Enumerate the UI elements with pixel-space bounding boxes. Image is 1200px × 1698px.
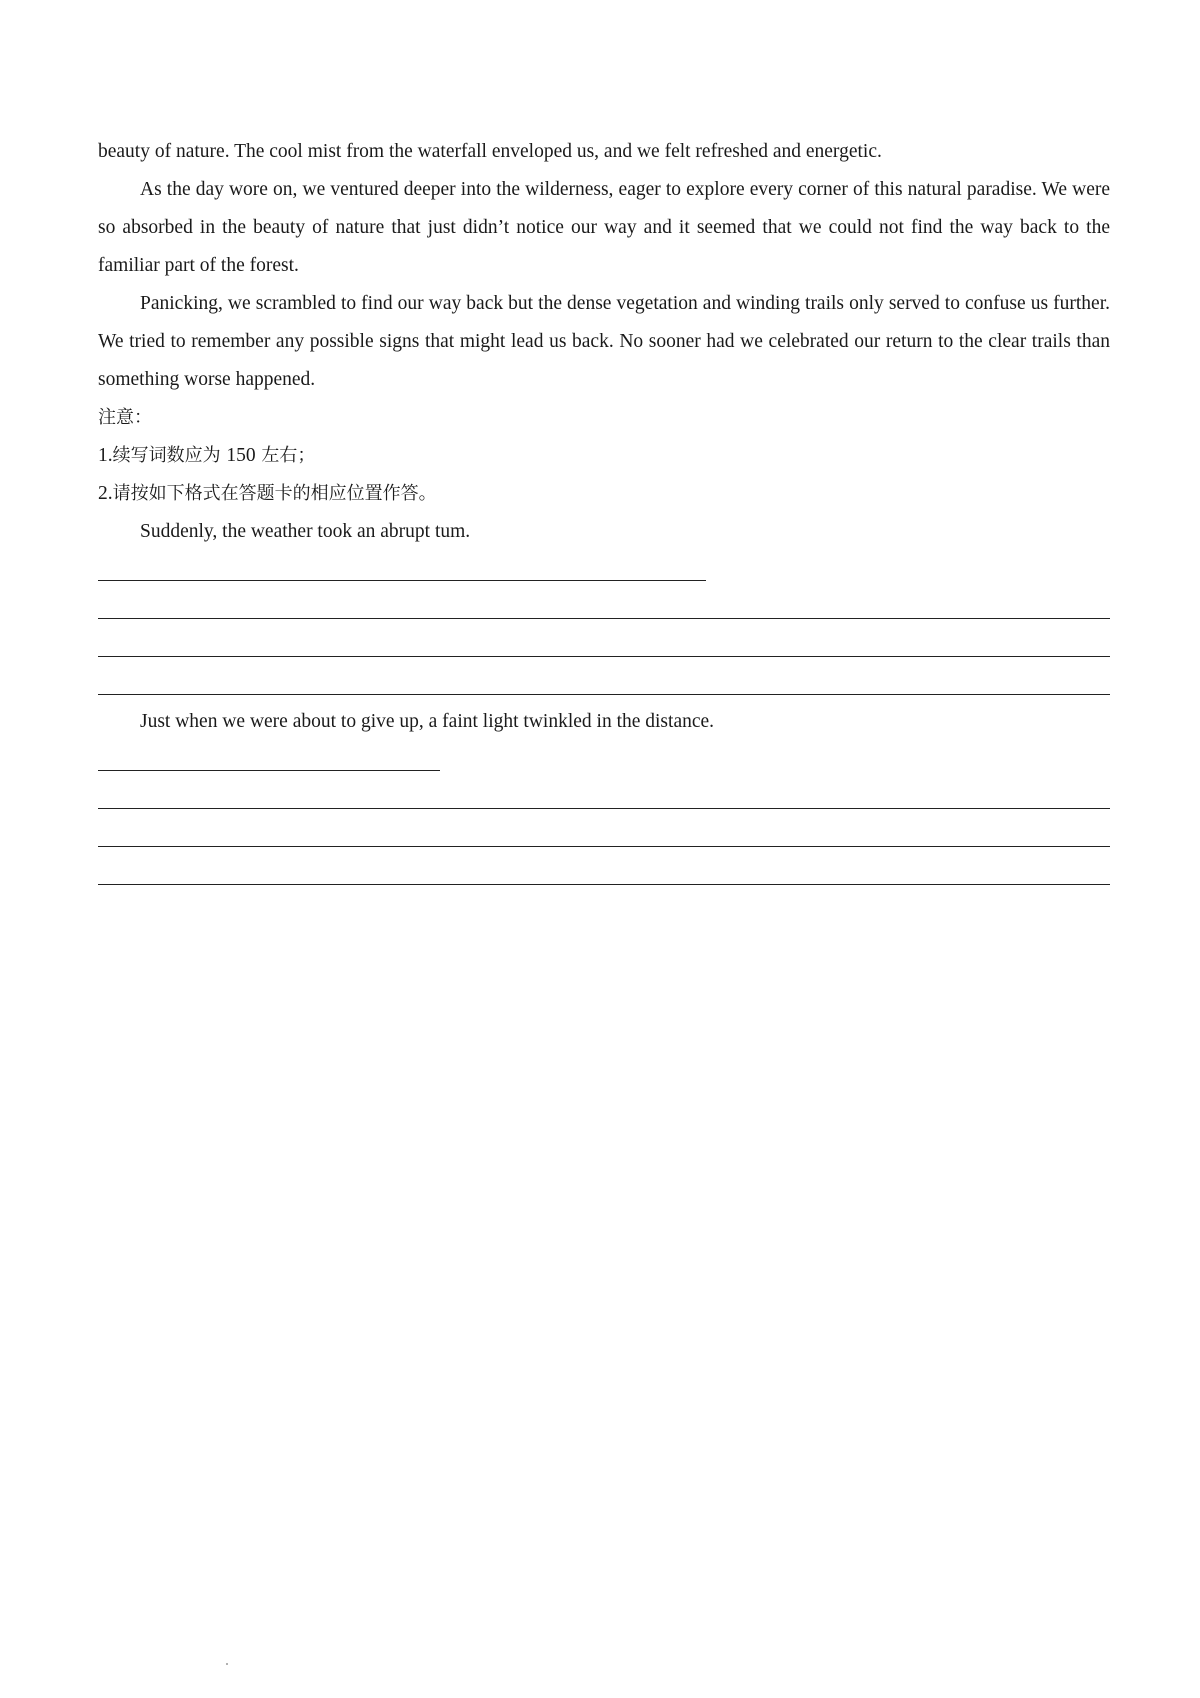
answer-line[interactable]	[98, 855, 1110, 893]
answer-line[interactable]	[98, 741, 1110, 779]
notes-heading: 注意：	[98, 407, 152, 428]
story-paragraph-3: Panicking, we scrambled to find our way back but the dense vegetation and winding trails only served to confuse us further. We tried to remember any possible signs that might lead us back. No sooner had we celebrated our return to the clear trails than something worse happened.	[98, 293, 1110, 390]
story-paragraph-1: beauty of nature. The cool mist from the waterfall enveloped us, and we felt refreshed and energetic.	[98, 141, 882, 162]
answer-line[interactable]	[98, 665, 1110, 703]
note-item-1	[98, 437, 1110, 475]
note-item-2	[98, 475, 1110, 513]
continuation-prompt-2: Just when we were about to give up, a faint light twinkled in the distance.	[140, 711, 715, 732]
note-item-1-number: 1.	[98, 445, 113, 466]
continuation-prompt-1: Suddenly, the weather took an abrupt tum.	[140, 521, 471, 542]
document-page	[98, 133, 1110, 893]
answer-line[interactable]	[98, 627, 1110, 665]
note-item-1-word-count: 150	[226, 445, 256, 466]
answer-line[interactable]	[98, 589, 1110, 627]
scan-speck	[226, 1663, 228, 1665]
answer-lines-section-2	[98, 741, 1110, 893]
answer-line[interactable]	[98, 817, 1110, 855]
note-item-2-number: 2.	[98, 483, 113, 504]
story-paragraph-2: As the day wore on, we ventured deeper into the wilderness, eager to explore every corner of this natural paradise. We were so absorbed in the beauty of nature that just didn’t notice our way and it seemed that we could not find the way back to the familiar part of the forest.	[98, 179, 1110, 276]
answer-line[interactable]	[98, 551, 1110, 589]
note-item-2-text: 请按如下格式在答题卡的相应位置作答。	[112, 483, 437, 504]
answer-line[interactable]	[98, 779, 1110, 817]
note-item-1-text-b: 左右；	[255, 445, 316, 466]
note-item-1-text-a: 续写词数应为	[112, 445, 227, 466]
answer-lines-section-1	[98, 551, 1110, 703]
